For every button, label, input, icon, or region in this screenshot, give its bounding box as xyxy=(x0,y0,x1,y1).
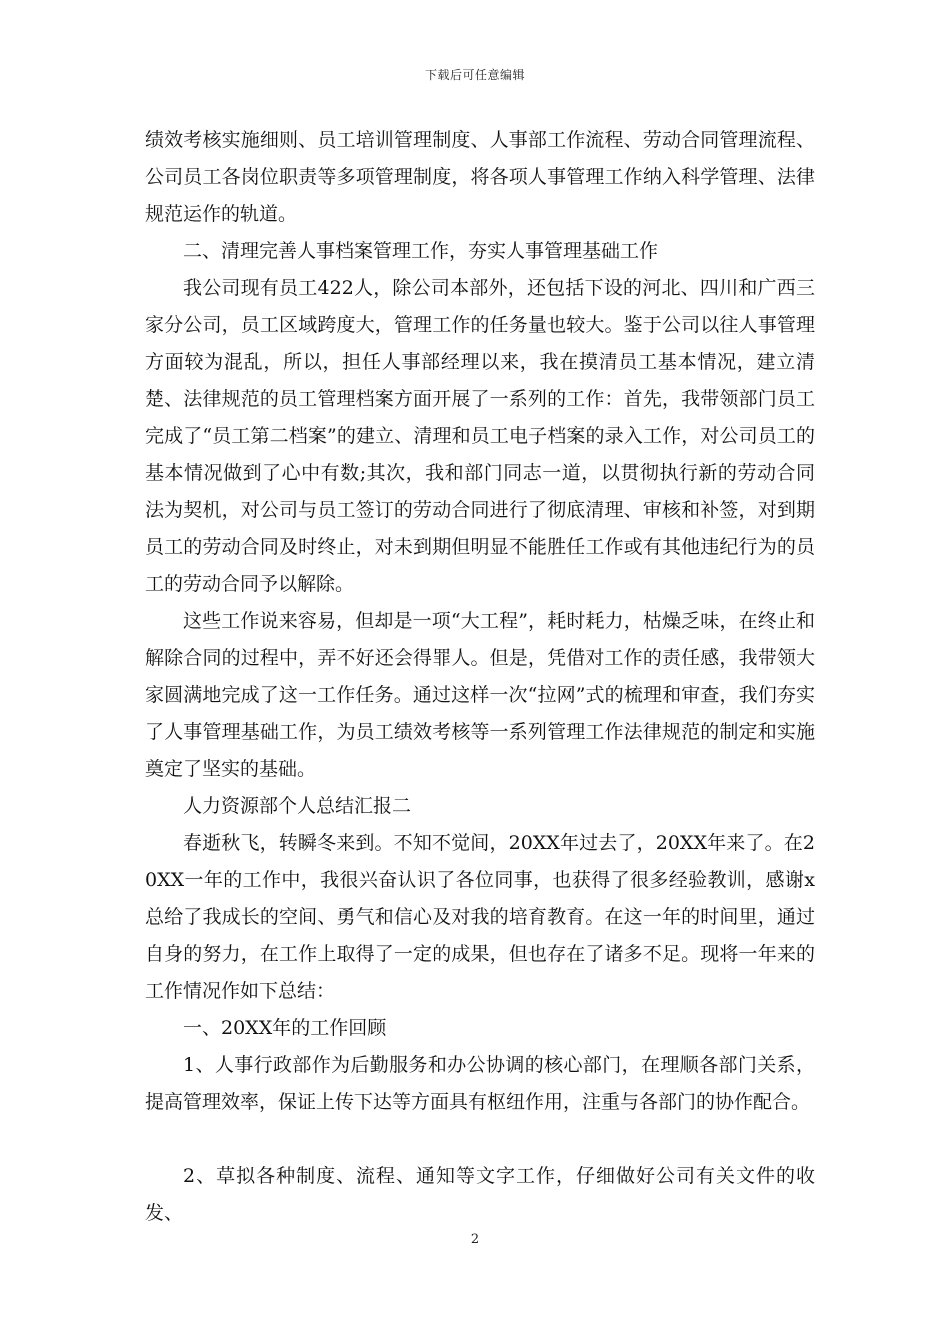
paragraph-item-1: 1、人事行政部作为后勤服务和办公协调的核心部门，在理顺各部门关系，提高管理效率，保证上传下达等方面具有枢纽作用，注重与各部门的协作配合。 xyxy=(145,1054,815,1113)
paragraph-item-2: 2、草拟各种制度、流程、通知等文字工作，仔细做好公司有关文件的收发、 xyxy=(145,1165,815,1224)
section-heading-2: 二、清理完善人事档案管理工作，夯实人事管理基础工作 xyxy=(183,240,659,262)
report-title-2: 人力资源部个人总结汇报二 xyxy=(183,795,412,817)
paragraph-intro: 春逝秋飞，转瞬冬来到。不知不觉间，20XX年过去了，20XX年来了。在20XX一年的工作中，我很兴奋认识了各位同事，也获得了很多经验教训，感谢x总给了我成长的空间、勇气和信心及对我的培育教育。在这一年的时间里，通过自身的努力，在工作上取得了一定的成果，但也存在了诸多不足。现将一年来的工作情况作如下总结： xyxy=(145,832,815,1002)
paragraph-gap xyxy=(145,1121,815,1158)
paragraph-continuation: 绩效考核实施细则、员工培训管理制度、人事部工作流程、劳动合同管理流程、公司员工各岗位职责等多项管理制度，将各项人事管理工作纳入科学管理、法律规范运作的轨道。 xyxy=(145,129,815,225)
paragraph-archives: 我公司现有员工422人，除公司本部外，还包括下设的河北、四川和广西三家分公司，员工区域跨度大，管理工作的任务量也较大。鉴于公司以往人事管理方面较为混乱，所以，担任人事部经理以来，我在摸清员工基本情况，建立清楚、法律规范的员工管理档案方面开展了一系列的工作：首先，我带领部门员工完成了“员工第二档案”的建立、清理和员工电子档案的录入工作，对公司员工的基本情况做到了心中有数;其次，我和部门同志一道，以贯彻执行新的劳动合同法为契机，对公司与员工签订的劳动合同进行了彻底清理、审核和补签，对到期员工的劳动合同及时终止，对未到期但明显不能胜任工作或有其他违纪行为的员工的劳动合同予以解除。 xyxy=(145,277,815,595)
page-number: 2 xyxy=(470,1232,480,1247)
page-header: 下载后可任意编辑 xyxy=(424,68,525,82)
document-body xyxy=(145,122,815,1232)
paragraph-work-summary: 这些工作说来容易，但却是一项“大工程”，耗时耗力，枯燥乏味，在终止和解除合同的过程中，弄不好还会得罪人。但是，凭借对工作的责任感，我带领大家圆满地完成了这一工作任务。通过这样一次“拉网”式的梳理和审查，我们夯实了人事管理基础工作，为员工绩效考核等一系列管理工作法律规范的制定和实施奠定了坚实的基础。 xyxy=(145,610,815,780)
section-heading-review: 一、20XX年的工作回顾 xyxy=(183,1017,387,1039)
